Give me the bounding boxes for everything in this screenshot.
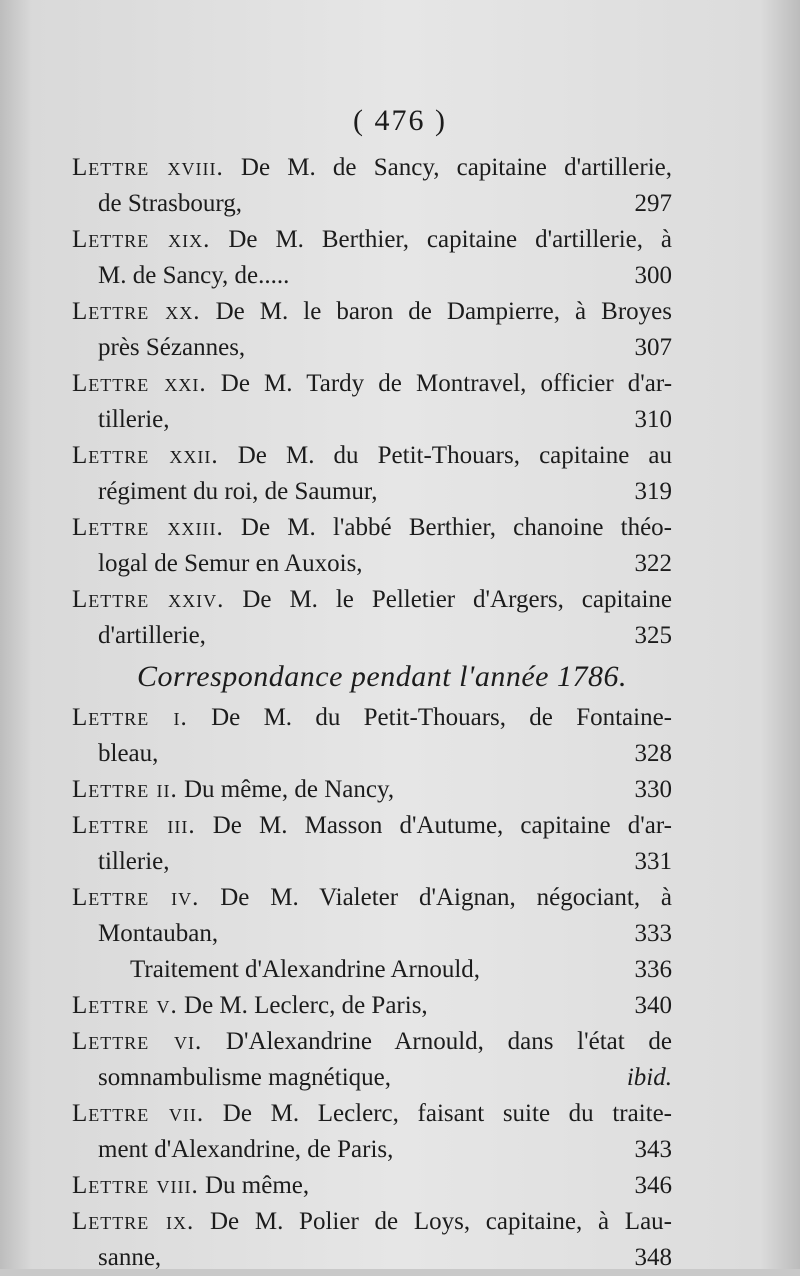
entry-title: régiment du roi, de Saumur,	[98, 478, 378, 505]
entry-title: près Sézannes,	[98, 334, 246, 361]
page-number: 328	[634, 740, 672, 767]
letter-label: Lettre vi.	[72, 1028, 203, 1055]
entry-line	[72, 510, 672, 546]
letter-label: Lettre ii.	[72, 776, 178, 803]
entry-title: De M. du Petit-Thouars, de Fontaine-	[211, 704, 673, 731]
letter-label: Lettre i.	[72, 704, 188, 731]
entry-line	[72, 952, 672, 988]
page-folio: ( 476 )	[353, 104, 447, 137]
contents-entry	[72, 988, 672, 1024]
entry-line	[72, 366, 672, 402]
entry-line	[72, 988, 672, 1024]
page-number: 330	[634, 776, 672, 803]
entry-line	[72, 150, 672, 186]
section-heading: Correspondance pendant l'année 1786.	[137, 660, 627, 693]
entry-title: De M. le Pelletier d'Argers, capitaine	[242, 586, 673, 613]
letter-label: Lettre xx.	[72, 298, 201, 325]
entry-line	[72, 844, 672, 880]
contents-entry	[72, 150, 672, 222]
entry-line	[72, 546, 672, 582]
letter-label: Lettre iii.	[72, 812, 196, 839]
contents-entry	[72, 700, 672, 772]
contents-entry	[72, 880, 672, 952]
letter-label: Lettre xxi.	[72, 370, 207, 397]
entry-title: tillerie,	[98, 406, 170, 433]
entry-title: De M. Masson d'Autume, capitaine d'ar-	[212, 812, 672, 839]
page-number: 336	[634, 956, 672, 983]
entry-title: Du même, de Nancy,	[184, 776, 395, 803]
page-number: 297	[634, 190, 672, 217]
entry-title: tillerie,	[98, 848, 170, 875]
contents-section-1	[72, 150, 672, 654]
contents-entry	[72, 772, 672, 808]
contents-entry	[72, 1204, 672, 1276]
entry-title: d'artillerie,	[98, 622, 206, 649]
page-number: ibid.	[626, 1064, 672, 1091]
entry-title: De M. Berthier, capitaine d'artillerie, à	[228, 226, 673, 253]
entry-title: Traitement d'Alexandrine Arnould,	[130, 956, 481, 983]
page-number: 322	[634, 550, 672, 577]
page-number: 340	[634, 992, 672, 1019]
contents-entry	[72, 222, 672, 294]
letter-label: Lettre xxii.	[72, 442, 219, 469]
entry-line	[72, 736, 672, 772]
contents-entry	[72, 294, 672, 366]
entry-line	[72, 808, 672, 844]
letter-label: Lettre xxiv.	[72, 586, 225, 613]
entry-line	[72, 772, 672, 808]
letter-label: Lettre v.	[72, 992, 178, 1019]
entry-line	[72, 438, 672, 474]
table-of-contents	[72, 150, 672, 1276]
entry-title: De M. Tardy de Montravel, officier d'ar-	[220, 370, 673, 397]
entry-line	[72, 1168, 672, 1204]
page-number: 343	[634, 1136, 672, 1163]
entry-title: De M. le baron de Dampierre, à Broyes	[215, 298, 673, 325]
entry-line	[72, 700, 672, 736]
page-number: 346	[634, 1172, 672, 1199]
entry-line	[72, 258, 672, 294]
entry-line	[72, 582, 672, 618]
page-number: 333	[634, 920, 672, 947]
entry-title: bleau,	[98, 740, 159, 767]
entry-title: somnambulisme magnétique,	[98, 1064, 392, 1091]
entry-line	[72, 1132, 672, 1168]
entry-line	[72, 1024, 672, 1060]
letter-label: Lettre xxiii.	[72, 514, 224, 541]
entry-line	[72, 1096, 672, 1132]
page-number: 325	[634, 622, 672, 649]
entry-line	[72, 402, 672, 438]
contents-entry	[72, 952, 672, 988]
contents-entry	[72, 582, 672, 654]
page-number: 348	[634, 1244, 672, 1271]
page-number: 319	[634, 478, 672, 505]
contents-entry	[72, 808, 672, 880]
entry-title: M. de Sancy, de.....	[98, 262, 290, 289]
letter-label: Lettre vii.	[72, 1100, 205, 1127]
letter-label: Lettre xix.	[72, 226, 211, 253]
entry-line	[72, 916, 672, 952]
entry-title: de Strasbourg,	[98, 190, 242, 217]
entry-line	[72, 294, 672, 330]
entry-line	[72, 1204, 672, 1240]
entry-line	[72, 1240, 672, 1276]
entry-title: De M. Leclerc, faisant suite du traite-	[222, 1100, 673, 1127]
contents-entry	[72, 438, 672, 510]
letter-label: Lettre ix.	[72, 1208, 195, 1235]
contents-entry	[72, 1024, 672, 1096]
contents-entry	[72, 1168, 672, 1204]
entry-title: De M. du Petit-Thouars, capitaine au	[237, 442, 673, 469]
entry-title: De M. Polier de Loys, capitaine, à Lau-	[209, 1208, 673, 1235]
entry-line	[72, 330, 672, 366]
letter-label: Lettre viii.	[72, 1172, 199, 1199]
entry-title: De M. Leclerc, de Paris,	[184, 992, 428, 1019]
entry-title: De M. de Sancy, capitaine d'artillerie,	[240, 154, 673, 181]
page-number: 300	[634, 262, 672, 289]
entry-title: De M. Vialeter d'Aignan, négociant, à	[220, 884, 673, 911]
contents-section-2	[72, 700, 672, 1276]
entry-title: logal de Semur en Auxois,	[98, 550, 363, 577]
page-number: 310	[634, 406, 672, 433]
entry-title: De M. l'abbé Berthier, chanoine théo-	[240, 514, 672, 541]
page-number: 307	[634, 334, 672, 361]
letter-label: Lettre iv.	[72, 884, 200, 911]
entry-title: Du même,	[205, 1172, 310, 1199]
page-number: 331	[634, 848, 672, 875]
entry-line	[72, 880, 672, 916]
entry-title: D'Alexandrine Arnould, dans l'état de	[225, 1028, 672, 1055]
entry-line	[72, 186, 672, 222]
contents-entry	[72, 1096, 672, 1168]
entry-line	[72, 474, 672, 510]
contents-entry	[72, 510, 672, 582]
contents-entry	[72, 366, 672, 438]
entry-title: Montauban,	[98, 920, 219, 947]
entry-title: ment d'Alexandrine, de Paris,	[98, 1136, 394, 1163]
entry-line	[72, 222, 672, 258]
entry-line	[72, 1060, 672, 1096]
entry-title: sanne,	[98, 1244, 162, 1271]
letter-label: Lettre xviii.	[72, 154, 224, 181]
entry-line	[72, 618, 672, 654]
